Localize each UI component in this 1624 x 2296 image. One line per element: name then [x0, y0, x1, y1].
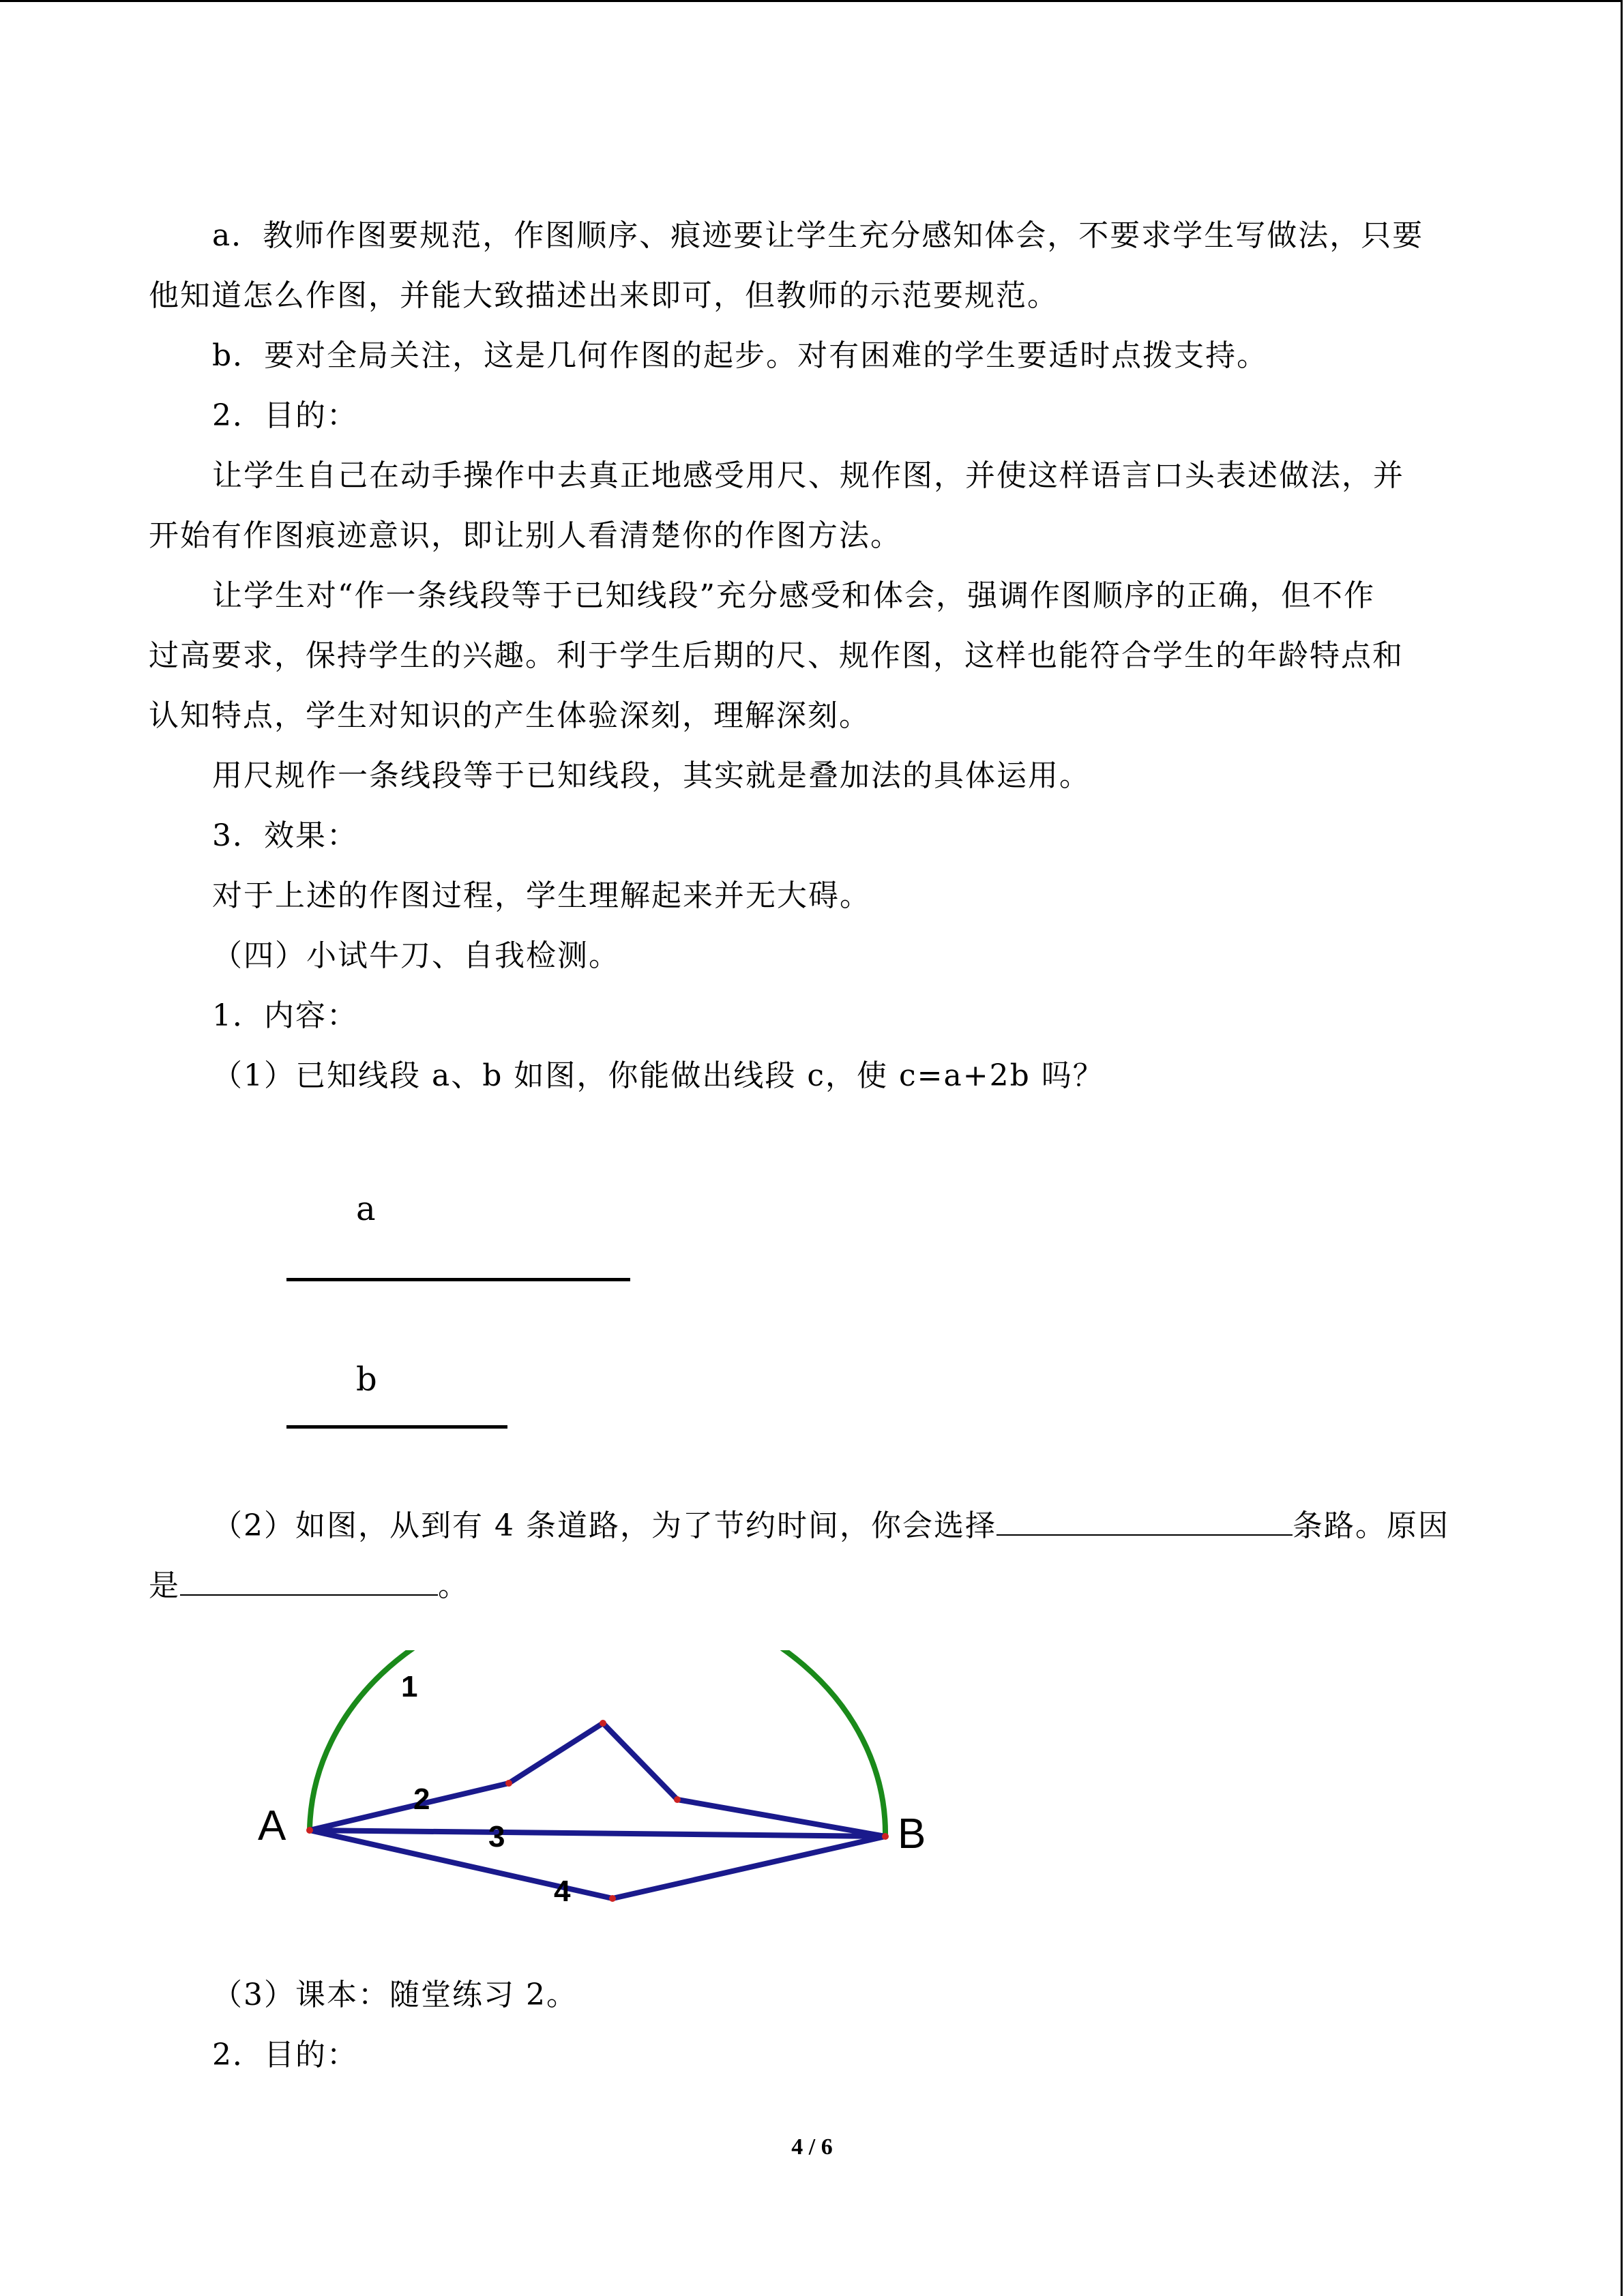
route-diagram — [252, 1650, 948, 1923]
question-2-cont — [149, 1567, 469, 1605]
vertex-dot — [674, 1796, 681, 1803]
point-b-label: B — [898, 1810, 926, 1858]
point-a-label: A — [258, 1802, 286, 1849]
heading-purpose: 2．目的： — [212, 398, 358, 433]
vertex-dot — [609, 1895, 616, 1902]
point-a-dot — [306, 1827, 313, 1834]
paragraph-b: b．要对全局关注，这是几何作图的起步。对有困难的学生要适时点拨支持。 — [212, 338, 1269, 373]
segment-a — [286, 1278, 630, 1281]
route-4-label: 4 — [554, 1875, 571, 1908]
route-4-path — [310, 1830, 885, 1898]
heading-effect: 3．效果： — [212, 818, 358, 853]
question-2-text-4: 。 — [438, 1568, 469, 1603]
route-figure — [252, 1650, 948, 1923]
route-2-path — [310, 1723, 885, 1836]
section-heading-4: （四）小试牛刀、自我检测。 — [212, 938, 620, 973]
question-3: （3）课本：随堂练习 2。 — [212, 1978, 578, 2012]
question-2 — [212, 1507, 1449, 1545]
page-number: 4 / 6 — [791, 2134, 833, 2160]
paragraph-purpose-2-cont1: 过高要求，保持学生的兴趣。利于学生后期的尺、规作图，这样也能符合学生的年龄特点和 — [149, 638, 1404, 673]
answer-blank-reason[interactable] — [180, 1567, 438, 1596]
question-2-text-3: 是 — [149, 1568, 180, 1603]
paragraph-purpose-3: 用尺规作一条线段等于已知线段，其实就是叠加法的具体运用。 — [212, 758, 1091, 793]
paragraph-purpose-1: 让学生自己在动手操作中去真正地感受用尺、规作图，并使这样语言口头表述做法，并 — [212, 458, 1404, 493]
heading-purpose-2: 2．目的： — [212, 2038, 358, 2072]
vertex-dot — [600, 1720, 606, 1727]
paragraph-effect: 对于上述的作图过程，学生理解起来并无大碍。 — [212, 878, 871, 913]
question-2-text: （2）如图，从到有 4 条道路，为了节约时间，你会选择 — [212, 1508, 996, 1543]
route-1-label: 1 — [401, 1670, 418, 1703]
heading-content: 1．内容： — [212, 998, 358, 1033]
vertex-dot — [505, 1780, 512, 1787]
route-3-label: 3 — [488, 1820, 505, 1853]
paragraph-a-cont: 他知道怎么作图，并能大致描述出来即可，但教师的示范要规范。 — [149, 278, 1059, 313]
paragraph-purpose-1-cont: 开始有作图痕迹意识，即让别人看清楚你的作图方法。 — [149, 518, 902, 553]
route-2-label: 2 — [413, 1783, 430, 1816]
paragraph-purpose-2: 让学生对“作一条线段等于已知线段”充分感受和体会，强调作图顺序的正确，但不作 — [212, 578, 1375, 613]
answer-blank-route[interactable] — [996, 1507, 1293, 1536]
question-1: （1）已知线段 a、b 如图，你能做出线段 c，使 c=a+2b 吗？ — [212, 1058, 1104, 1093]
segment-a-label: a — [356, 1190, 376, 1228]
segment-b — [286, 1425, 507, 1429]
point-b-dot — [882, 1833, 889, 1840]
paragraph-a: a．教师作图要规范，作图顺序、痕迹要让学生充分感知体会，不要求学生写做法，只要 — [212, 218, 1424, 253]
paragraph-purpose-2-cont2: 认知特点，学生对知识的产生体验深刻，理解深刻。 — [149, 698, 870, 733]
segment-b-label: b — [356, 1360, 377, 1399]
question-2-text-2: 条路。原因 — [1292, 1508, 1449, 1543]
route-3-line — [310, 1830, 885, 1836]
